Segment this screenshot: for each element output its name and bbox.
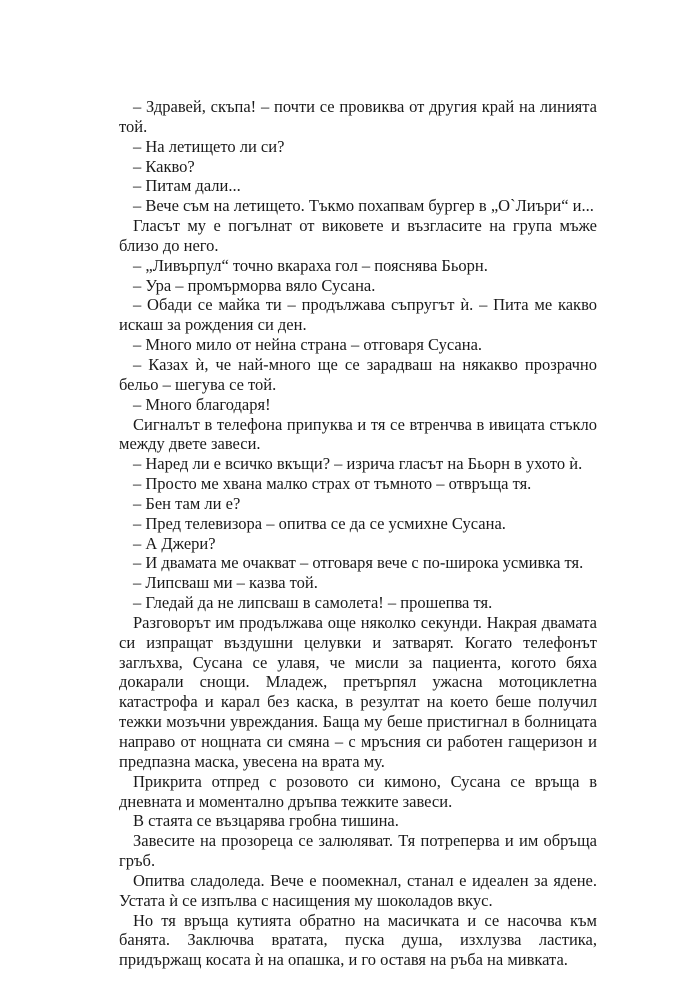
paragraph: Сигналът в телефона припуква и тя се втренчва в ивицата стъкло между двете завеси. [119, 414, 597, 454]
paragraph: – Какво? [133, 156, 195, 176]
paragraph: В стаята се възцарява гробна тишина. [133, 811, 399, 831]
paragraph: Опитва сладоледа. Вече е поомекнал, станал е идеален за ядене. Устата ѝ се изпълва с насищения му шоколадов вкус. [119, 870, 597, 910]
paragraph: – Наред ли е всичко вкъщи? – изрича гласът на Бьорн в ухото ѝ. [133, 454, 583, 474]
paragraph: – Липсваш ми – казва той. [133, 573, 318, 593]
paragraph: – На летището ли си? [133, 136, 285, 156]
paragraph: – „Ливърпул“ точно вкараха гол – пояснява Бьорн. [133, 255, 488, 275]
paragraph: – Питам дали... [133, 176, 241, 196]
paragraph: – Бен там ли е? [133, 493, 241, 513]
paragraph: – Много мило от нейна страна – отговаря Сусана. [133, 335, 483, 355]
paragraph: – Вече съм на летището. Тъкмо похапвам бургер в „О`Лиъри“ и... [133, 196, 594, 216]
paragraph: – Просто ме хвана малко страх от тъмното – отвръща тя. [133, 474, 532, 494]
paragraph: – Пред телевизора – опитва се да се усмихне Сусана. [133, 513, 506, 533]
paragraph: – Казах ѝ, че най-много ще се зарадваш на някакво прозрачно бельо – шегува се той. [119, 354, 597, 394]
paragraph: – Ура – промърморва вяло Сусана. [133, 275, 376, 295]
paragraph: – И двамата ме очакват – отговаря вече с по-широка усмивка тя. [133, 553, 584, 573]
paragraph: Разговорът им продължава още няколко секунди. Накрая двамата си изпращат въздушни целувки и затварят. Когато телефонът заглъхва, Сусана се улавя, че мисли за пациента, когото бяха докарали снощи. Младеж, претърпял ужасна мотоциклетна катастрофа и карал без каска, в резултат на което беше получил тежки мозъчни увреждания. Баща му беше пристигнал в болницата направо от нощната си смяна – с мръсния си работен гащеризон и предпазна маска, увесена на врата му. [119, 612, 597, 771]
paragraph: – Здравей, скъпа! – почти се провиква от другия край на линията той. [119, 97, 597, 136]
paragraph: – Обади се майка ти – продължава съпругът ѝ. – Пита ме какво искаш за рождения си ден. [119, 295, 597, 335]
paragraph: Гласът му е погълнат от виковете и възгласите на група мъже близо до него. [119, 216, 597, 255]
paragraph: Завесите на прозореца се залюляват. Тя потреперва и им обръща гръб. [119, 831, 597, 871]
paragraph: – Много благодаря! [133, 394, 271, 414]
paragraph: – А Джери? [133, 533, 216, 553]
paragraph: Но тя връща кутията обратно на масичката и се насочва към банята. Заключва вратата, пуска душа, изхлузва ластика, придържащ косата ѝ на опашка, и го оставя на ръба на мивката. [119, 910, 597, 970]
body-text [119, 97, 597, 970]
paragraph: – Гледай да не липсваш в самолета! – прошепва тя. [133, 593, 493, 613]
paragraph: Прикрита отпред с розовото си кимоно, Сусана се връща в дневната и моментално дръпва тежките завеси. [119, 771, 597, 811]
